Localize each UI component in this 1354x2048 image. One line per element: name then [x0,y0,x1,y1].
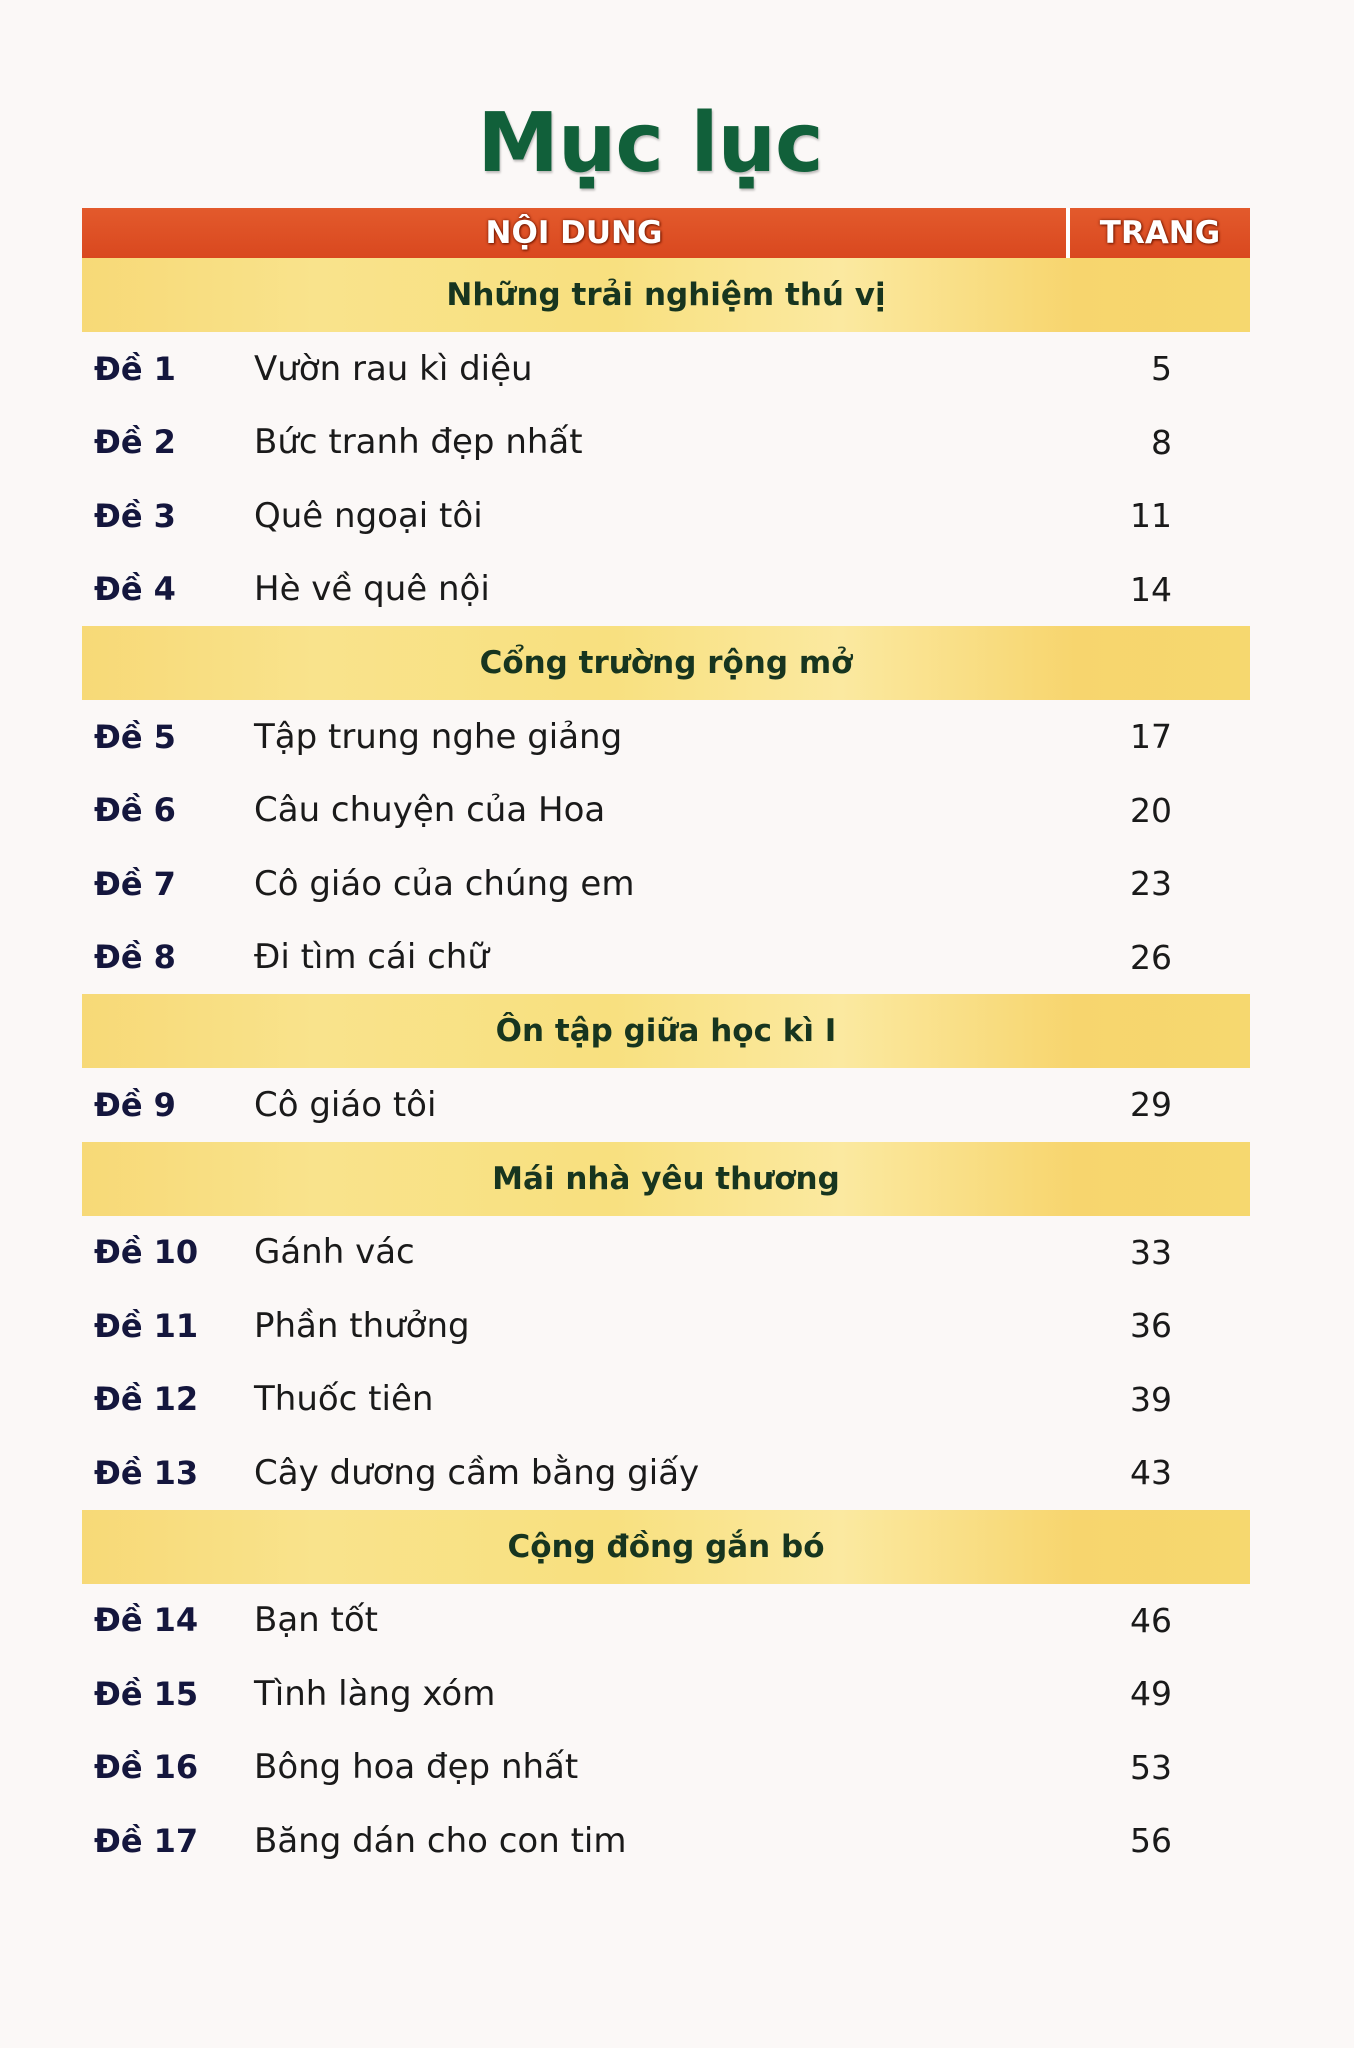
entry-page: 29 [1130,1085,1172,1125]
entry-title: Thuốc tiên [254,1379,434,1420]
toc-entry[interactable] [82,1731,1250,1805]
entry-title: Quê ngoại tôi [254,495,483,536]
entry-page: 5 [1151,349,1172,389]
toc-entry[interactable] [82,847,1250,921]
section-heading: Cộng đồng gắn bó [82,1510,1250,1584]
toc-entry[interactable] [82,1289,1250,1363]
entry-label: Đề 8 [94,938,176,977]
section-heading: Ôn tập giữa học kì I [82,994,1250,1068]
entry-page: 11 [1130,496,1172,536]
entry-title: Hè về quê nội [254,569,490,610]
toc-entry[interactable] [82,553,1250,627]
toc-entry[interactable] [82,1657,1250,1731]
entry-page: 36 [1130,1306,1172,1346]
entry-label: Đề 13 [94,1453,199,1492]
entry-title: Phần thưởng [254,1305,470,1346]
entry-label: Đề 12 [94,1380,199,1419]
entry-title: Đi tìm cái chữ [254,937,489,978]
entry-label: Đề 16 [94,1748,199,1787]
entry-page: 20 [1130,790,1172,830]
entry-page: 26 [1130,937,1172,977]
toc-entry[interactable] [82,921,1250,995]
entry-label: Đề 9 [94,1085,176,1124]
page-column-header: TRANG [1099,215,1221,251]
entry-label: Đề 15 [94,1674,199,1713]
toc-entry[interactable] [82,1363,1250,1437]
entry-page: 39 [1130,1379,1172,1419]
entry-page: 43 [1130,1453,1172,1493]
toc-header [82,208,1250,258]
toc-entry[interactable] [82,1584,1250,1658]
entry-title: Băng dán cho con tim [254,1820,627,1861]
toc-entry[interactable] [82,700,1250,774]
entry-page: 17 [1130,717,1172,757]
toc-entry[interactable] [82,406,1250,480]
entry-page: 23 [1130,864,1172,904]
table-of-contents [82,208,1250,1878]
entry-label: Đề 6 [94,791,176,830]
entry-title: Bông hoa đẹp nhất [254,1747,579,1788]
entry-page: 56 [1130,1821,1172,1861]
entry-label: Đề 4 [94,570,176,609]
entry-page: 8 [1151,422,1172,462]
entry-label: Đề 3 [94,496,176,535]
section-heading: Mái nhà yêu thương [82,1142,1250,1216]
section-heading: Cổng trường rộng mở [82,626,1250,700]
entry-label: Đề 7 [94,864,176,903]
entry-title: Vườn rau kì diệu [254,348,533,389]
entry-page: 46 [1130,1600,1172,1640]
entry-label: Đề 10 [94,1233,199,1272]
entry-page: 49 [1130,1674,1172,1714]
entry-title: Tập trung nghe giảng [254,716,623,757]
entry-label: Đề 11 [94,1306,199,1345]
entry-title: Cô giáo tôi [254,1084,437,1125]
toc-entry[interactable] [82,1436,1250,1510]
entry-label: Đề 5 [94,717,176,756]
entry-title: Bức tranh đẹp nhất [254,422,583,463]
toc-entry[interactable] [82,332,1250,406]
toc-entry[interactable] [82,1068,1250,1142]
entry-title: Tình làng xóm [254,1673,496,1714]
entry-page: 53 [1130,1747,1172,1787]
entry-title: Cây dương cầm bằng giấy [254,1452,700,1493]
toc-entry[interactable] [82,774,1250,848]
content-column-header: NỘI DUNG [485,215,663,251]
entry-page: 33 [1130,1232,1172,1272]
entry-label: Đề 14 [94,1601,199,1640]
toc-entry[interactable] [82,1216,1250,1290]
entry-title: Bạn tốt [254,1600,378,1641]
section-heading: Những trải nghiệm thú vị [82,258,1250,332]
entry-label: Đề 2 [94,423,176,462]
entry-page: 14 [1130,569,1172,609]
entry-label: Đề 17 [94,1821,199,1860]
toc-entry[interactable] [82,479,1250,553]
toc-entry[interactable] [82,1804,1250,1878]
entry-title: Cô giáo của chúng em [254,863,635,904]
page-title: Mục lục [477,96,823,191]
entry-title: Câu chuyện của Hoa [254,790,606,831]
entry-label: Đề 1 [94,349,176,388]
entry-title: Gánh vác [254,1232,415,1273]
